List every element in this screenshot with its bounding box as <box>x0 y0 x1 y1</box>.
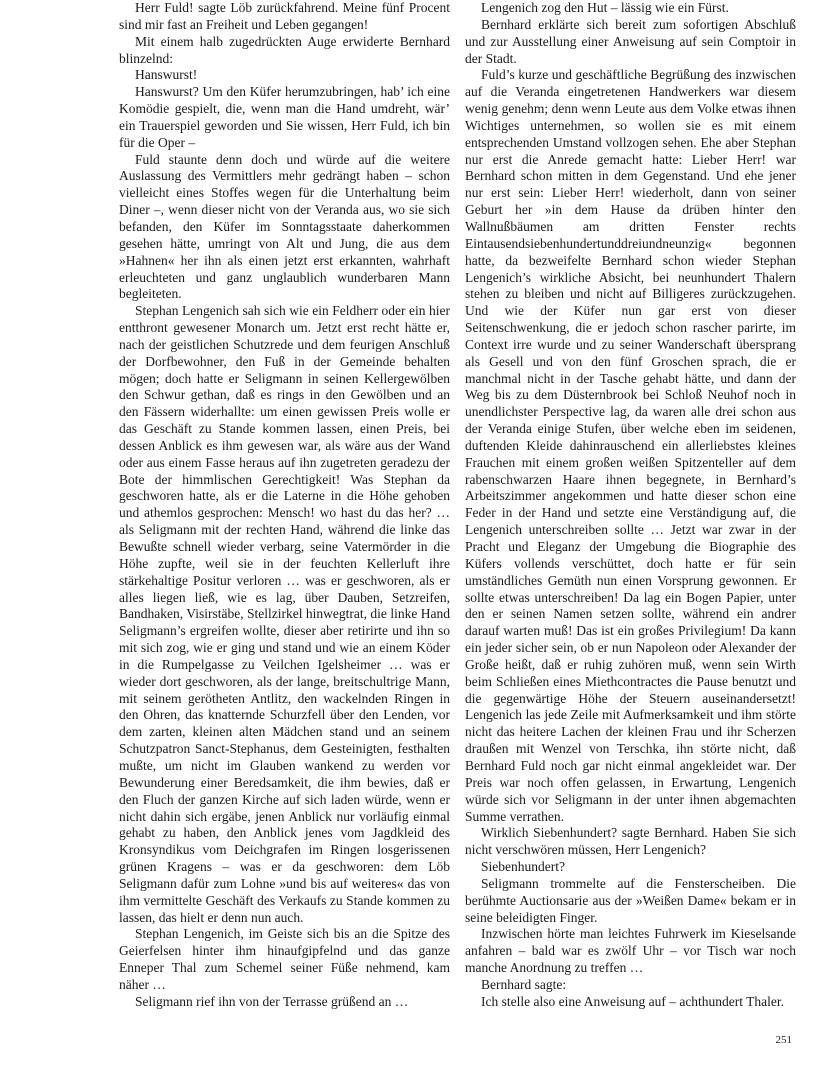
paragraph: Lengenich zog den Hut – lässig wie ein Fürst. <box>481 0 729 15</box>
left-text-column <box>119 0 450 1011</box>
paragraph: Inzwischen hörte man leichtes Fuhrwerk im Kieselsande anfahren – bald war es zwölf Uhr – vor Tisch war noch manche Anordnung zu treffen … <box>465 926 796 976</box>
paragraph: Hanswurst! <box>135 67 198 83</box>
paragraph: Seligmann trommelte auf die Fensterscheiben. Die berühmte Auctionsarie aus der »Weißen Dame« bekam er in seine beleidigten Finger. <box>465 875 796 925</box>
paragraph: Bernhard erklärte sich bereit zum sofortigen Abschluß und zur Ausstellung einer Anweisung auf sein Comptoir in der Stadt. <box>465 16 796 66</box>
paragraph: Herr Fuld! sagte Löb zurückfahrend. Meine fünf Procent sind mir fast an Freiheit und Leben gegangen! <box>119 0 450 32</box>
paragraph: Bernhard sagte: <box>481 976 567 992</box>
paragraph: Ich stelle also eine Anweisung auf – achthundert Thaler. <box>481 993 785 1009</box>
paragraph: Wirklich Siebenhundert? sagte Bernhard. Haben Sie sich nicht verschwören müssen, Herr Lengenich? <box>465 825 796 858</box>
paragraph: Stephan Lengenich, im Geiste sich bis an die Spitze des Geierfelsen hinter ihm hinaufgipfelnd und das ganze Enneper Thal zum Schemel seiner Füße nehmend, kam näher … <box>119 926 450 992</box>
right-text-column <box>465 0 796 1011</box>
paragraph: Siebenhundert? <box>481 859 565 875</box>
paragraph: Fuld’s kurze und geschäftliche Begrüßung des inzwischen auf die Veranda eingetretenen Handwerkers war diesem wenig genehm; denn wenn Leute aus dem Volke etwas ihnen Wichtiges unternehmen, so wollen sie es mit einem entsprechenden Umstand vollzogen sehen. Ehe aber Stephan nur erst die Anrede gemacht hatte: Lieber Herr! war Bernhard schon mitten in dem Gegenstand. Und ehe jener nur erst sein: Lieber Herr! wiederholt, dann von seiner Geburt her »in dem Hause da drüben hinter den Wallnußbäumen am dritten Fenster rechts Eintausendsiebenhundertunddreiundneunzig« begonnen hatte, da bezweifelte Bernhard schon wieder Stephan Lengenich’s wirkliche Absicht, bei neunhundert Thalern stehen zu bleiben und nicht auf Billigeres zurückzugehen. Und wie der Küfer nun gar erst von dieser Seitenschwenkung, die er jedoch schon rascher parirte, im Context irre wurde und zu seiner Wanderschaft übersprang als Gesell und von den fünf Groschen sprach, die er manchmal nicht in der Tasche gehabt hätte, und dann der Weg bis zu dem Düsternbrook bei Schloß Neuhof noch in unendlichster Perspective lag, da waren alle drei schon aus der Veranda einige Stufen, über welche eben im seidenen, duftenden Kleide dahinrauschend ein allerliebstes kleines Frauchen mit einem großen weißen Spitzenteller auf dem rabenschwarzen Haare ihnen begegnete, in Bernhard’s Arbeitszimmer angekommen und hatte dieser schon eine Feder in der Hand und setzte eine Verständigung auf, die Lengenich unterschreiben sollte … Jetzt war zwar in der Pracht und Eleganz der Umgebung die Biographie des Küfers vollends verschüttet, doch hatte er für sein umständliches Gemüth nun einen Vorsprung gewonnen. Er sollte etwas unterschreiben! Da lag ein Bogen Papier, unter den er seinen Namen setzen sollte, während ein andrer darauf warten muß! Das ist ein großes Privilegium! Da kann ein jeder sicher sein, ob er nun Napoleon oder Alexander der Große heißt, daß er ruhig zuhören muß, wenn sein Wirth beim Schließen eines Miethcontractes die Pause benutzt und die gegenwärtige Höhe der Steuern auseinandersetzt! Lengenich las jede Zeile mit Aufmerksamkeit und ihm störte nicht das heitere Lachen der kleinen Frau und ihr Scherzen draußen mit Wenzel von Terschka, ihn störte nicht, daß Bernhard Fuld noch gar nicht einmal angekleidet war. Der Preis war noch offen gelassen, in Erwartung, Lengenich würde sich vor Seligmann in der unter ihnen abgemachten Summe verrathen. <box>465 67 796 824</box>
paragraph: Stephan Lengenich sah sich wie ein Feldherr oder ein hier entthront gewesener Monarch um. Jetzt erst recht hätte er, nach der geistlichen Schutzrede und dem feurigen Anschluß der Dorfbewohner, den Fuß in der Gemeinde behalten mögen; doch hatte er Seligmann in seinen Kellergewölben den Schwur gethan, daß es rings in den Gewölben und an den Fässern widerhallte: um einen gewissen Preis wolle er das Geschäft zu Stande kommen lassen, einen Preis, bei dessen Anblick es ihm gewesen war, als wäre aus der Wand oder aus einem Fasse heraus auf ihn zugetreten geradezu der Bote der himmlischen Gerechtigkeit! Was Stephan da geschworen hatte, als er die Laterne in die Höhe gehoben und athemlos gesprochen: Mensch! wo hast du das her? … als Seligmann mit der rechten Hand, während die linke das Bewußte schnell wieder verbarg, seine Vatermörder in die Höhe zupfte, weil sie in der feuchten Kellerluft ihre stärkehaltige Positur verloren … was er geschworen, als er alles liegen ließ, wie es lag, über Dauben, Setzreifen, Bandhaken, Visirstäbe, Stellzirkel hinwegtrat, die linke Hand Seligmann’s ergreifen wollte, dieser aber retirirte und ihn so mit sich zog, wie er ging und stand und wie an einem Köder in die Rumpelgasse zu Veilchen Igelsheimer … was er wieder dort geschworen, als der lange, breitschultrige Mann, mit seinem gerötheten Antlitz, den wackelnden Ringen in den Ohren, das knatternde Schurzfell über den Lenden, vor dem zarten, kleinen alten Mädchen stand und an seinem Schutzpatron Sanct-Stephanus, dem Gesteinigten, festhalten mußte, um nicht im Glauben wankend zu werden vor Bewunderung einer Beredsamkeit, die ihm bewies, daß er den Fluch der ganzen Kirche auf sich laden würde, wenn er nicht dahin sich ergäbe, jenen Anblick nur vorläufig einmal gehabt zu haben, den Anblick jenes vom Jagdkleid des Kronsyndikus vom Deichgrafen im Ringen losgerissenen grünen Kragens – was er da geschworen: dem Löb Seligmann dafür zum Lohne »und bis auf weiteres« das von ihm vermittelte Geschäft des Verkaufs zu Stande kommen zu lassen, das hielt er denn nun auch. <box>119 303 450 925</box>
paragraph: Fuld staunte denn doch und würde auf die weitere Auslassung des Vermittlers mehr gedrängt haben – schon vielleicht eines Stoffes wegen für die Unterhaltung beim Diner –, wenn dieser nicht von der Veranda aus, wo sie sich befanden, den Küfer im Sonntagsstaate daherkommen gesehen hätte, umringt von Alt und Jung, die aus dem »Hahnen« her ihn als einen jetzt erst erkannten, wahrhaft erleuchteten und ganz unglaublich wunderbaren Mann begleiteten. <box>119 151 450 302</box>
paragraph: Seligmann rief ihn von der Terrasse grüßend an … <box>135 993 409 1009</box>
paragraph: Mit einem halb zugedrückten Auge erwiderte Bernhard blinzelnd: <box>119 33 450 66</box>
page-number: 251 <box>775 1034 792 1046</box>
paragraph: Hanswurst? Um den Küfer herumzubringen, hab’ ich eine Komödie gespielt, die, wenn man die Hand umdreht, wär’ ein Trauerspiel geworden und Sie wissen, Herr Fuld, ich bin für die Oper – <box>119 84 450 150</box>
